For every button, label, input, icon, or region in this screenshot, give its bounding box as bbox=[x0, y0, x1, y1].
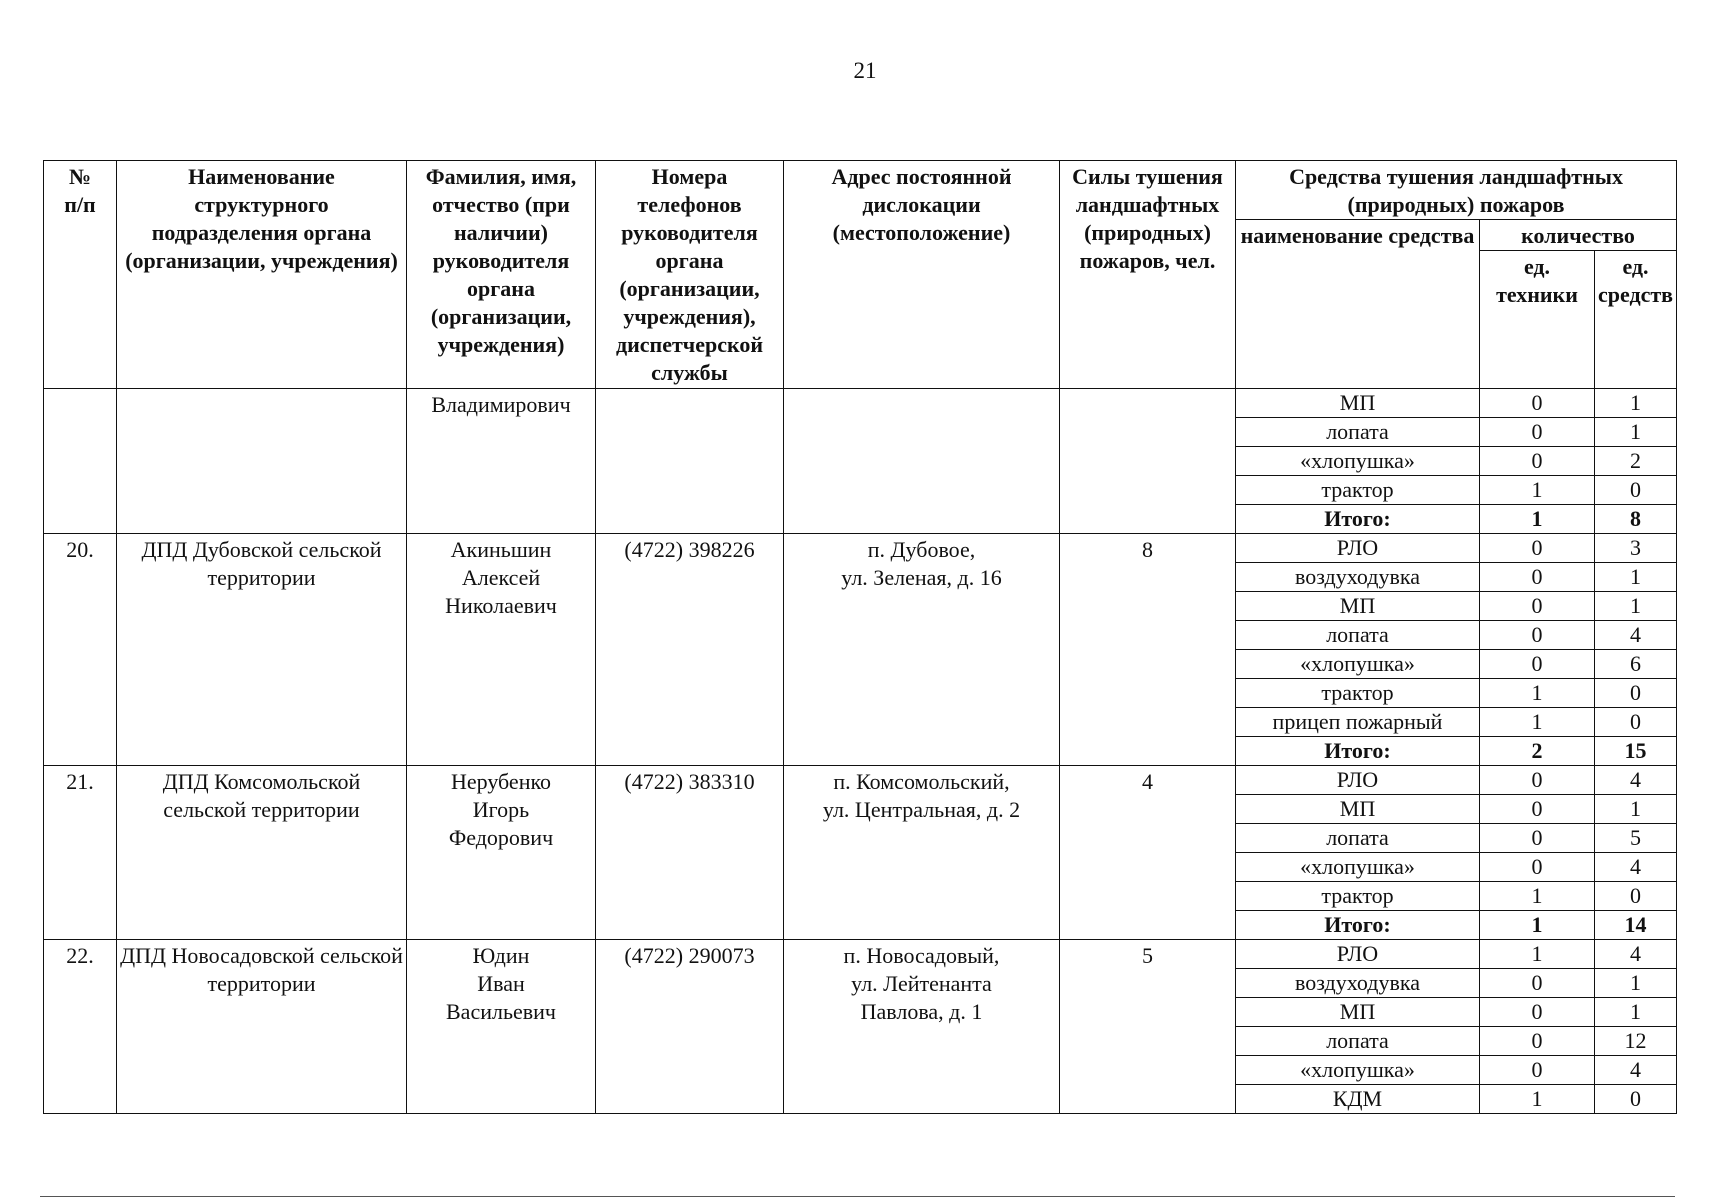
phone-number bbox=[596, 389, 784, 534]
equipment-means-count: 2 bbox=[1595, 447, 1677, 476]
equipment-means-count: 3 bbox=[1595, 534, 1677, 563]
equipment-tech-count: 0 bbox=[1480, 447, 1595, 476]
equipment-tech-count: 0 bbox=[1480, 824, 1595, 853]
table-row bbox=[44, 766, 1677, 795]
equipment-means-count: 0 bbox=[1595, 679, 1677, 708]
equipment-tech-count: 0 bbox=[1480, 563, 1595, 592]
equipment-means-count: 1 bbox=[1595, 998, 1677, 1027]
equipment-name: РЛО bbox=[1236, 534, 1480, 563]
equipment-tech-count: 0 bbox=[1480, 853, 1595, 882]
phone-number: (4722) 383310 bbox=[596, 766, 784, 940]
equipment-means-count: 1 bbox=[1595, 969, 1677, 998]
equipment-tech-count: 0 bbox=[1480, 795, 1595, 824]
equipment-means-count: 0 bbox=[1595, 708, 1677, 737]
total-equipment-tech-count: 2 bbox=[1480, 737, 1595, 766]
equipment-name: лопата bbox=[1236, 824, 1480, 853]
equipment-tech-count: 0 bbox=[1480, 998, 1595, 1027]
equipment-tech-count: 0 bbox=[1480, 418, 1595, 447]
equipment-means-count: 5 bbox=[1595, 824, 1677, 853]
header-head: Фамилия, имя, отчество (при наличии) руководителя органа (организации, учреждения) bbox=[407, 161, 596, 389]
total-equipment-name: Итого: bbox=[1236, 911, 1480, 940]
equipment-tech-count: 1 bbox=[1480, 708, 1595, 737]
equipment-tech-count: 0 bbox=[1480, 969, 1595, 998]
header-unit: Наименование структурного подразделения органа (организации, учреждения) bbox=[117, 161, 407, 389]
unit-name: ДПД Дубовской сельской территории bbox=[117, 534, 407, 766]
phone-number: (4722) 398226 bbox=[596, 534, 784, 766]
equipment-means-count: 1 bbox=[1595, 795, 1677, 824]
row-number: 20. bbox=[44, 534, 117, 766]
table-body bbox=[44, 389, 1677, 1114]
equipment-tech-count: 0 bbox=[1480, 389, 1595, 418]
equipment-means-count: 0 bbox=[1595, 476, 1677, 505]
equipment-means-count: 4 bbox=[1595, 766, 1677, 795]
equipment-tech-count: 1 bbox=[1480, 1085, 1595, 1114]
header-means: Средства тушения ландшафтных (природных) пожаров bbox=[1236, 161, 1677, 220]
total-equipment-means-count: 8 bbox=[1595, 505, 1677, 534]
equipment-means-count: 1 bbox=[1595, 389, 1677, 418]
head-name: Акиньшин Алексей Николаевич bbox=[407, 534, 596, 766]
equipment-means-count: 1 bbox=[1595, 592, 1677, 621]
unit-name: ДПД Новосадовской сельской территории bbox=[117, 940, 407, 1114]
forces-count: 5 bbox=[1060, 940, 1236, 1114]
equipment-name: лопата bbox=[1236, 418, 1480, 447]
address: п. Комсомольский, ул. Центральная, д. 2 bbox=[784, 766, 1060, 940]
header-phones: Номера телефонов руководителя органа (организации, учреждения), диспетчерской службы bbox=[596, 161, 784, 389]
equipment-name: трактор bbox=[1236, 882, 1480, 911]
table-row bbox=[44, 389, 1677, 418]
equipment-means-count: 0 bbox=[1595, 882, 1677, 911]
equipment-means-count: 4 bbox=[1595, 621, 1677, 650]
total-equipment-name: Итого: bbox=[1236, 737, 1480, 766]
row-number: 22. bbox=[44, 940, 117, 1114]
header-quantity: количество bbox=[1480, 220, 1677, 251]
row-number: 21. bbox=[44, 766, 117, 940]
fire-resources-table bbox=[43, 160, 1677, 1114]
equipment-means-count: 4 bbox=[1595, 853, 1677, 882]
total-equipment-tech-count: 1 bbox=[1480, 505, 1595, 534]
equipment-tech-count: 0 bbox=[1480, 534, 1595, 563]
page-bottom-rule bbox=[40, 1196, 1675, 1197]
equipment-name: РЛО bbox=[1236, 766, 1480, 795]
equipment-name: трактор bbox=[1236, 679, 1480, 708]
unit-name bbox=[117, 389, 407, 534]
equipment-tech-count: 0 bbox=[1480, 592, 1595, 621]
equipment-name: прицеп пожарный bbox=[1236, 708, 1480, 737]
total-equipment-means-count: 15 bbox=[1595, 737, 1677, 766]
address: п. Дубовое, ул. Зеленая, д. 16 bbox=[784, 534, 1060, 766]
equipment-means-count: 1 bbox=[1595, 563, 1677, 592]
equipment-name: «хлопушка» bbox=[1236, 447, 1480, 476]
equipment-means-count: 4 bbox=[1595, 1056, 1677, 1085]
forces-count bbox=[1060, 389, 1236, 534]
header-units-means: ед. средств bbox=[1595, 251, 1677, 389]
equipment-means-count: 0 bbox=[1595, 1085, 1677, 1114]
equipment-tech-count: 1 bbox=[1480, 476, 1595, 505]
equipment-name: МП bbox=[1236, 795, 1480, 824]
head-name: Юдин Иван Васильевич bbox=[407, 940, 596, 1114]
head-name: Владимирович bbox=[407, 389, 596, 534]
equipment-name: трактор bbox=[1236, 476, 1480, 505]
table-header bbox=[44, 161, 1677, 389]
head-name: Нерубенко Игорь Федорович bbox=[407, 766, 596, 940]
header-units-tech: ед. техники bbox=[1480, 251, 1595, 389]
phone-number: (4722) 290073 bbox=[596, 940, 784, 1114]
equipment-tech-count: 0 bbox=[1480, 766, 1595, 795]
table-row bbox=[44, 940, 1677, 969]
total-equipment-tech-count: 1 bbox=[1480, 911, 1595, 940]
equipment-means-count: 12 bbox=[1595, 1027, 1677, 1056]
equipment-name: воздуходувка bbox=[1236, 969, 1480, 998]
total-equipment-means-count: 14 bbox=[1595, 911, 1677, 940]
equipment-name: РЛО bbox=[1236, 940, 1480, 969]
equipment-tech-count: 1 bbox=[1480, 940, 1595, 969]
equipment-tech-count: 0 bbox=[1480, 1056, 1595, 1085]
equipment-name: «хлопушка» bbox=[1236, 1056, 1480, 1085]
equipment-name: «хлопушка» bbox=[1236, 853, 1480, 882]
equipment-name: МП bbox=[1236, 592, 1480, 621]
header-means-name: наименование средства bbox=[1236, 220, 1480, 389]
page-number: 21 bbox=[853, 58, 877, 83]
forces-count: 4 bbox=[1060, 766, 1236, 940]
equipment-name: МП bbox=[1236, 389, 1480, 418]
equipment-name: лопата bbox=[1236, 621, 1480, 650]
equipment-name: «хлопушка» bbox=[1236, 650, 1480, 679]
equipment-tech-count: 0 bbox=[1480, 650, 1595, 679]
address bbox=[784, 389, 1060, 534]
header-num: № п/п bbox=[44, 161, 117, 389]
header-forces: Силы тушения ландшафтных (природных) пожаров, чел. bbox=[1060, 161, 1236, 389]
equipment-name: воздуходувка bbox=[1236, 563, 1480, 592]
header-address: Адрес постоянной дислокации (местоположение) bbox=[784, 161, 1060, 389]
unit-name: ДПД Комсомольской сельской территории bbox=[117, 766, 407, 940]
equipment-tech-count: 1 bbox=[1480, 679, 1595, 708]
total-equipment-name: Итого: bbox=[1236, 505, 1480, 534]
equipment-name: КДМ bbox=[1236, 1085, 1480, 1114]
equipment-tech-count: 1 bbox=[1480, 882, 1595, 911]
equipment-means-count: 1 bbox=[1595, 418, 1677, 447]
equipment-name: МП bbox=[1236, 998, 1480, 1027]
equipment-means-count: 6 bbox=[1595, 650, 1677, 679]
table-row bbox=[44, 534, 1677, 563]
equipment-tech-count: 0 bbox=[1480, 1027, 1595, 1056]
address: п. Новосадовый, ул. Лейтенанта Павлова, д. 1 bbox=[784, 940, 1060, 1114]
equipment-means-count: 4 bbox=[1595, 940, 1677, 969]
equipment-name: лопата bbox=[1236, 1027, 1480, 1056]
equipment-tech-count: 0 bbox=[1480, 621, 1595, 650]
forces-count: 8 bbox=[1060, 534, 1236, 766]
row-number bbox=[44, 389, 117, 534]
